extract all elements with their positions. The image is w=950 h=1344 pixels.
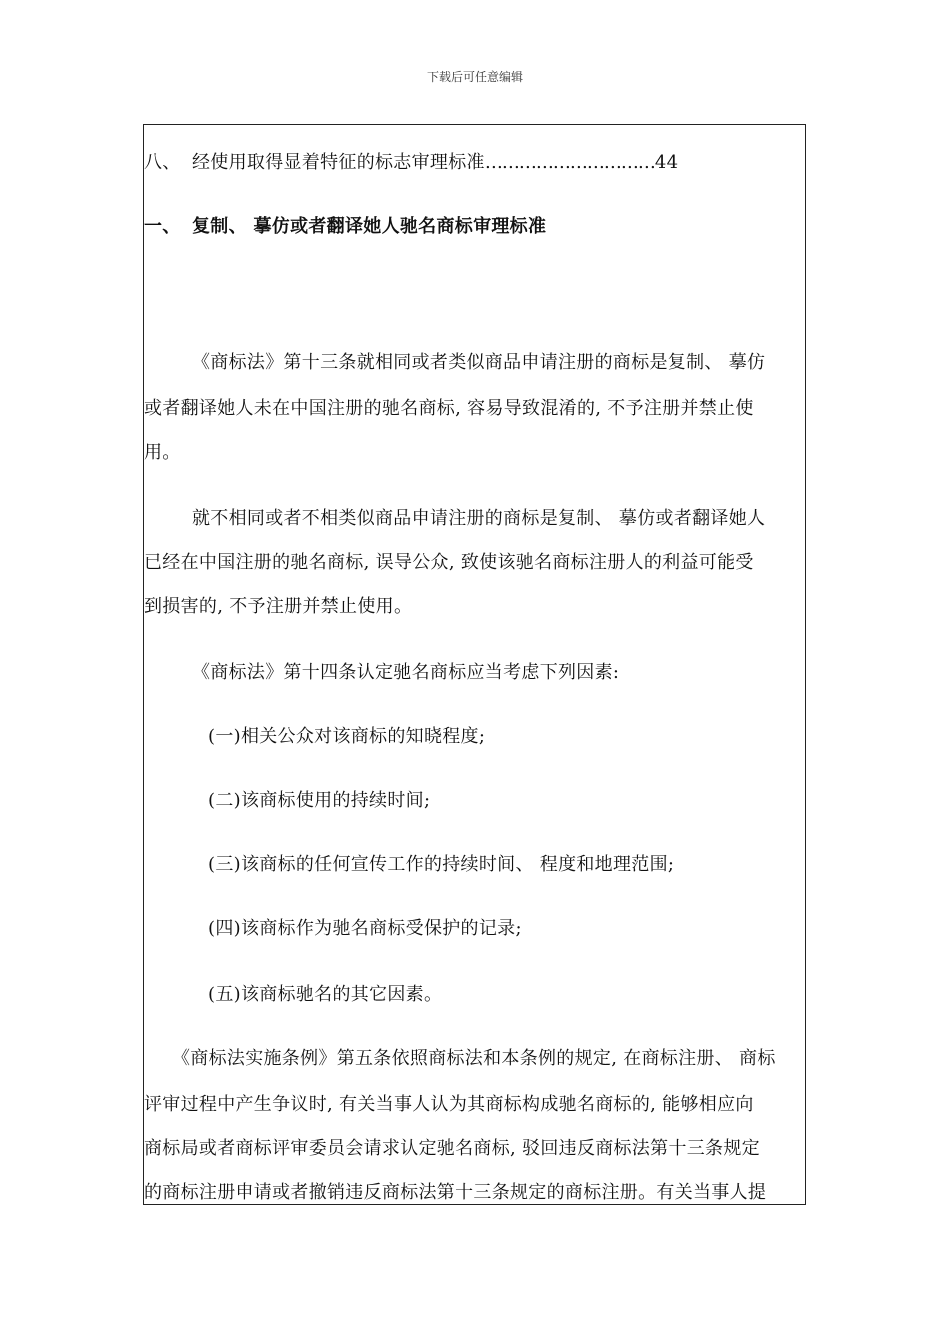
paragraph-line: 或者翻译她人未在中国注册的驰名商标, 容易导致混淆的, 不予注册并禁止使 — [144, 398, 754, 419]
section-heading — [144, 215, 805, 239]
toc-entry[interactable] — [144, 151, 805, 175]
document-frame — [143, 124, 806, 1205]
list-item: (三)该商标的任何宣传工作的持续时间、 程度和地理范围; — [208, 854, 675, 875]
toc-leader-dots: ………………………… — [484, 152, 655, 173]
list-item: (二)该商标使用的持续时间; — [208, 790, 431, 811]
paragraph-line: 到损害的, 不予注册并禁止使用。 — [144, 596, 413, 617]
paragraph-line: 商标局或者商标评审委员会请求认定驰名商标, 驳回违反商标法第十三条规定 — [144, 1138, 760, 1159]
paragraph-line: 《商标法实施条例》第五条依照商标法和本条例的规定, 在商标注册、 商标 — [172, 1048, 776, 1069]
paragraph-line: 已经在中国注册的驰名商标, 误导公众, 致使该驰名商标注册人的利益可能受 — [144, 552, 754, 573]
paragraph-line: 就不相同或者不相类似商品申请注册的商标是复制、 摹仿或者翻译她人 — [192, 508, 766, 529]
toc-page-number: 44 — [654, 152, 679, 173]
paragraph-article-14: 《商标法》第十四条认定驰名商标应当考虑下列因素: — [192, 662, 620, 683]
paragraph-line: 评审过程中产生争议时, 有关当事人认为其商标构成驰名商标的, 能够相应向 — [144, 1094, 754, 1115]
paragraph-line: 《商标法》第十三条就相同或者类似商品申请注册的商标是复制、 摹仿 — [192, 352, 766, 373]
section-heading-text: 复制、 摹仿或者翻译她人驰名商标审理标准 — [192, 216, 547, 237]
paragraph-line: 用。 — [144, 442, 181, 463]
section-heading-number: 一、 — [144, 216, 181, 237]
header-note: 下载后可任意编辑 — [426, 70, 523, 84]
paragraph-line: 的商标注册申请或者撤销违反商标法第十三条规定的商标注册。有关当事人提 — [144, 1182, 767, 1203]
list-item: (四)该商标作为驰名商标受保护的记录; — [208, 918, 522, 939]
toc-number: 八、 — [144, 152, 181, 173]
toc-text: 经使用取得显着特征的标志审理标准 — [192, 152, 485, 173]
list-item: (一)相关公众对该商标的知晓程度; — [208, 726, 486, 747]
list-item: (五)该商标驰名的其它因素。 — [208, 984, 443, 1005]
